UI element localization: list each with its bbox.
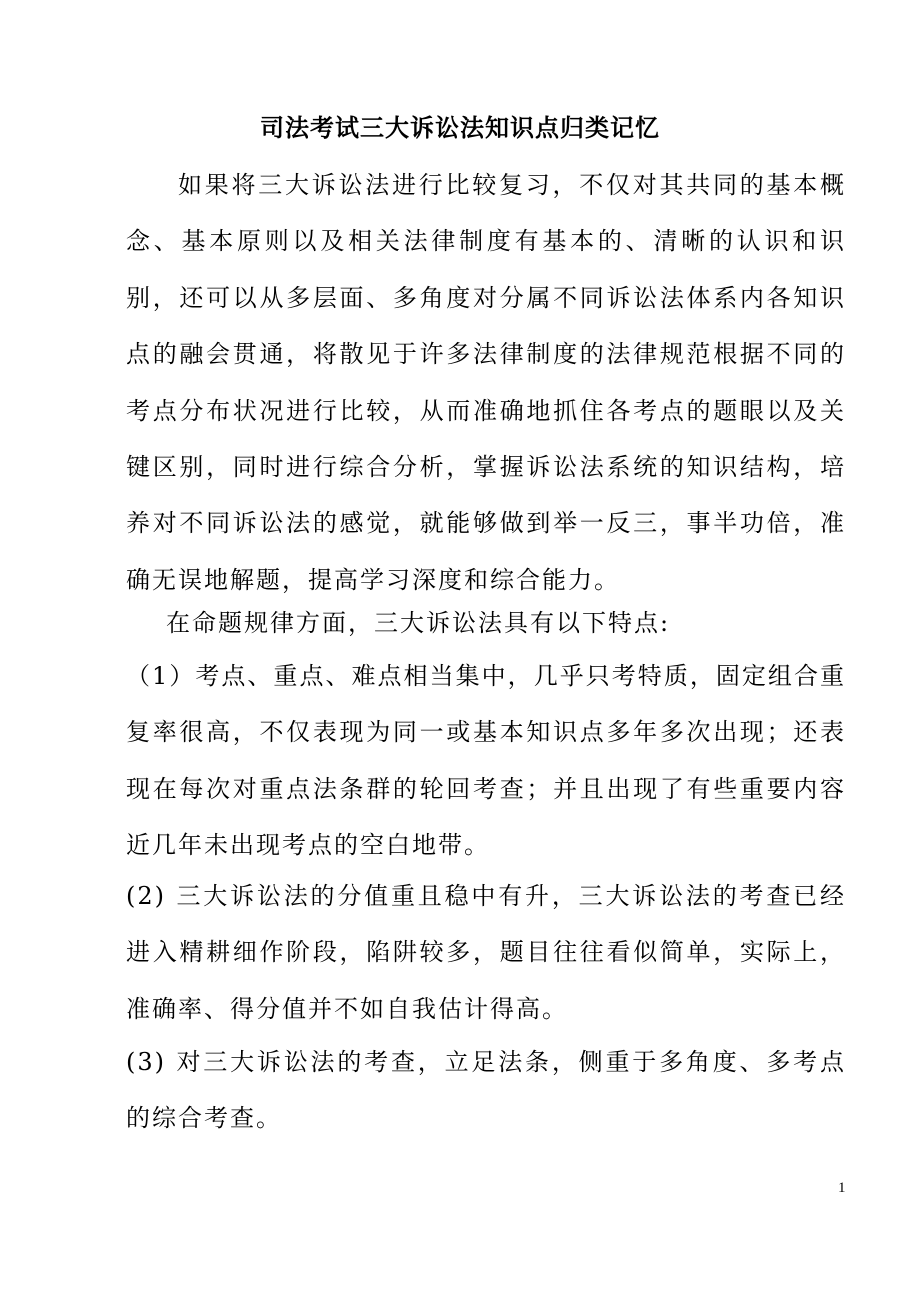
paragraph-characteristics-lead: 在命题规律方面，三大诉讼法具有以下特点:	[166, 609, 671, 637]
document-title: 司法考试三大诉讼法知识点归类记忆	[260, 113, 660, 142]
paragraph-point-2: (2) 三大诉讼法的分值重且稳中有升，三大诉讼法的考查已经进入精耕细作阶段，陷阱较多，题目往往看似简单，实际上，准确率、得分值并不如自我估计得高。	[126, 882, 846, 1023]
paragraph-intro: 如果将三大诉讼法进行比较复习，不仅对其共同的基本概念、基本原则以及相关法律制度有基本的、清晰的认识和识别，还可以从多层面、多角度对分属不同诉讼法体系内各知识点的融会贯通，将散见于许多法律制度的法律规范根据不同的考点分布状况进行比较，从而准确地抓住各考点的题眼以及关键区别，同时进行综合分析，掌握诉讼法系统的知识结构，培养对不同诉讼法的感觉，就能够做到举一反三，事半功倍，准确无误地解题，提高学习深度和综合能力。	[126, 171, 846, 594]
page-number: 1	[838, 1180, 846, 1196]
paragraph-point-3: (3) 对三大诉讼法的考查，立足法条，侧重于多角度、多考点的综合考查。	[126, 1048, 846, 1133]
paragraph-point-1: （1）考点、重点、难点相当集中，几乎只考特质，固定组合重复率很高，不仅表现为同一或基本知识点多年多次出现；还表现在每次对重点法条群的轮回考查；并且出现了有些重要内容近几年未出现考点的空白地带。	[126, 662, 846, 860]
